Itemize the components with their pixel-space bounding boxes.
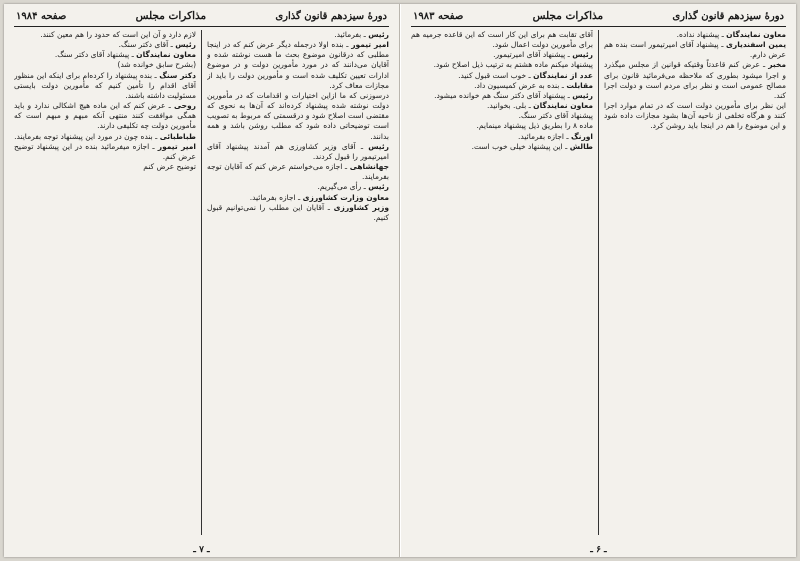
paragraph-text: ـ اجازه بفرمائید. xyxy=(518,131,569,141)
right-header-session: دورهٔ سیزدهم قانون گذاری xyxy=(672,11,784,22)
paragraph-text: پیشنهاد میکنم ماده هشتم به ترتیب ذیل اصلاح شود. xyxy=(433,60,593,70)
speaker-name: امیر تیمور xyxy=(351,40,389,50)
paragraph-text: ـ پیشنهاد آقای امیرتیمور. xyxy=(493,50,570,60)
paragraph xyxy=(14,162,196,172)
right-page-header xyxy=(411,10,786,24)
paragraph-text: این نظر برای مأمورین دولت است که در تمام موارد اجرا کنند و هرگاه تخلفی از ناحیه آن‌ها بشود مجازات داده شود و این موضوع را هم در اینجا باید روشن کرد. xyxy=(604,101,786,131)
left-page-left-column xyxy=(14,30,196,535)
paragraph-text: ـ بنده پیشنهاد را کرده‌ام برای اینکه این منظور آقای اقدام را تأمین کنیم که مأمورین دولت بایستی مسئولیت داشته باشند. xyxy=(14,70,196,100)
paragraph-text: ـ این پیشنهاد خیلی خوب است. xyxy=(471,141,568,151)
left-header-page-label: صفحه ۱۹۸۴ xyxy=(16,11,67,22)
left-header-title: مذاکرات مجلس xyxy=(135,10,207,22)
paragraph xyxy=(14,101,196,131)
speaker-name: جهانشاهی xyxy=(349,162,389,172)
speaker-name: رئیس xyxy=(572,90,593,100)
speaker-name: طالش xyxy=(569,141,593,151)
paragraph-text: ـ بنده چون در مورد این پیشنهاد توجه بفرمایند. xyxy=(14,131,158,141)
paragraph-text: ـ پیشنهاد نداده. xyxy=(676,30,724,39)
speaker-name: رئیس xyxy=(175,40,196,50)
paragraph xyxy=(411,121,593,131)
speaker-name: معاون وزارت کشاورزی xyxy=(302,192,389,202)
speaker-name: طباطبائی xyxy=(159,131,196,141)
right-page xyxy=(400,4,796,557)
speaker-name: امیر تیمور xyxy=(157,141,196,151)
paragraph-text: ـ آقایان این مطلب را نمی‌توانیم قبول کنیم. xyxy=(207,202,389,222)
speaker-name: دکتر سنگ xyxy=(159,70,196,80)
speaker-name: رئیس xyxy=(368,30,389,39)
paragraph xyxy=(604,30,786,40)
paragraph-text: (بشرح سابق خوانده شد) xyxy=(117,60,196,70)
paragraph xyxy=(411,71,593,81)
speaker-name: روحی xyxy=(174,101,196,111)
paragraph xyxy=(14,132,196,142)
paragraph xyxy=(411,91,593,101)
paragraph-text: درسوزنی که ما ازاین اختیارات و اقدامات که در مأمورین دولت نوشته شده پیشنهاد کرده‌اند که آن‌ها به نحوی که مقتضی است اصلاح شود و درقسمتی که مربوط به تصویب است توضیحاتی داده شود که مطلب روشن باشد و همه بدانند. xyxy=(207,90,389,141)
speaker-name: عدد از نمایندگان xyxy=(533,70,593,80)
paragraph-text: ـ آقای وزیر کشاورزی هم آمدند پیشنهاد آقای امیرتیمور را قبول کردند. xyxy=(207,141,389,161)
left-page-number: ـ ۷ ـ xyxy=(193,545,210,555)
paragraph xyxy=(207,142,389,162)
speaker-name: اورنگ xyxy=(570,131,593,141)
speaker-name: معاون نمایندگان xyxy=(136,50,196,60)
paragraph xyxy=(411,111,593,121)
speaker-name: وزیر کشاورزی xyxy=(333,202,389,212)
paragraph xyxy=(411,30,593,50)
paragraph-text: ماده ۸ را بطریق ذیل پیشنهاد مینمایم. xyxy=(476,121,593,131)
right-header-page-label: صفحه ۱۹۸۳ xyxy=(413,11,464,22)
paragraph-text: ـ بنده اولا درجمله دیگر عرض کنم که در اینجا مطلبی که درقانون موضوع بحث ما هست نوشته شده و آقایان می‌دانند که در مورد مأمورین دولت و در موضوع ادارات تعیین تکلیف شده است و مأمورین دولت را باید از مجازات معاف کرد. xyxy=(207,40,389,90)
right-page-right-column xyxy=(604,30,786,535)
paragraph xyxy=(14,142,196,162)
column-divider xyxy=(201,30,202,535)
right-page-number: ـ ۶ ـ xyxy=(590,545,607,555)
paragraph-text: ـ بفرمائید. xyxy=(334,30,366,39)
paragraph-text: ـ عرض کنم قاعدتاً وقتیکه قوانین از مجلس میگذرد و اجرا میشود بطوری که ملاحظه می‌فرمائید قانون برای مصالح عمومی است و نظر برای مردم است و دولت اجرا کند. xyxy=(604,60,786,100)
paragraph-text: پیشنهاد آقای دکتر سنگ. xyxy=(518,111,593,121)
paragraph xyxy=(207,30,389,40)
speaker-name: معاون نمایندگان xyxy=(533,101,593,111)
paragraph xyxy=(411,101,593,111)
speaker-name: مقابلت xyxy=(566,80,593,90)
paragraph xyxy=(604,40,786,60)
paragraph-text: ـ خوب است قبول کنید. xyxy=(458,70,531,80)
paragraph xyxy=(207,182,389,192)
paragraph-text: ـ آقای دکتر سنگ. xyxy=(118,40,173,50)
left-page xyxy=(4,4,400,557)
paragraph xyxy=(14,50,196,60)
paragraph-text: ـ پیشنهاد آقای دکتر سنگ. xyxy=(54,50,134,60)
paragraph-text: ـ بنده به عرض کمیسیون داد. xyxy=(474,80,564,90)
paragraph-text: ـ رأی می‌گیریم. xyxy=(317,182,366,192)
speaker-name: رئیس xyxy=(368,182,389,192)
paragraph xyxy=(411,132,593,142)
right-header-rule xyxy=(411,26,786,27)
paragraph xyxy=(207,162,389,182)
left-page-columns xyxy=(14,30,389,535)
right-header-title: مذاکرات مجلس xyxy=(532,10,604,22)
paragraph xyxy=(411,50,593,60)
right-page-columns xyxy=(411,30,786,535)
paragraph-text: ـ اجازه بفرمائید. xyxy=(249,192,301,202)
left-header-rule xyxy=(14,26,389,27)
left-page-right-column xyxy=(207,30,389,535)
paragraph xyxy=(411,81,593,91)
speaker-name: مخبر xyxy=(768,60,786,70)
left-page-header xyxy=(14,10,389,24)
paragraph-text: ـ اجازه میفرمائید بنده در این پیشنهاد توضیح عرض کنم. xyxy=(14,141,196,161)
left-header-session: دورهٔ سیزدهم قانون گذاری xyxy=(275,11,387,22)
paragraph xyxy=(604,101,786,131)
paragraph-text: ـ بلی. بخوانید. xyxy=(487,101,531,111)
paragraph-text: لازم دارد و آن این است که حدود را هم معین کنند. xyxy=(40,30,196,39)
paragraph xyxy=(207,91,389,142)
speaker-name: معاون نمایندگان xyxy=(726,30,786,39)
paragraph xyxy=(14,71,196,101)
paragraph xyxy=(411,142,593,152)
paragraph-text: ـ پیشنهاد آقای امیرتیمور است بنده هم عرض دارم. xyxy=(604,40,786,60)
paragraph xyxy=(604,60,786,101)
paragraph xyxy=(411,60,593,70)
speaker-name: رئیس xyxy=(572,50,593,60)
paragraph xyxy=(14,40,196,50)
paragraph-text: ـ پیشنهاد آقای دکتر سنگ هم خوانده میشود. xyxy=(434,90,570,100)
right-page-left-column xyxy=(411,30,593,535)
speaker-name: رئیس xyxy=(368,141,389,151)
paragraph-text: توضیح عرض کنم xyxy=(143,162,196,172)
paragraph xyxy=(14,60,196,70)
page-spread xyxy=(4,4,796,557)
paragraph xyxy=(14,30,196,40)
paragraph xyxy=(207,203,389,223)
paragraph-text: ـ عرض کنم که این ماده هیچ اشکالی ندارد و باید همگی موافقت کنند منتهی آنکه مبهم و مبهم است که مأمورین دولت چه تکلیفی دارند. xyxy=(14,101,196,131)
paragraph xyxy=(207,40,389,91)
paragraph xyxy=(207,193,389,203)
paragraph-text: آقای تقابت هم برای این کار است که این قاعده جرمیه هم برای مأمورین دولت اعمال شود. xyxy=(411,30,593,50)
column-divider xyxy=(598,30,599,535)
speaker-name: یمین اسفندیاری xyxy=(726,40,786,50)
paragraph-text: ـ اجازه می‌خواستم عرض کنم که آقایان توجه بفرمایند. xyxy=(207,162,389,182)
